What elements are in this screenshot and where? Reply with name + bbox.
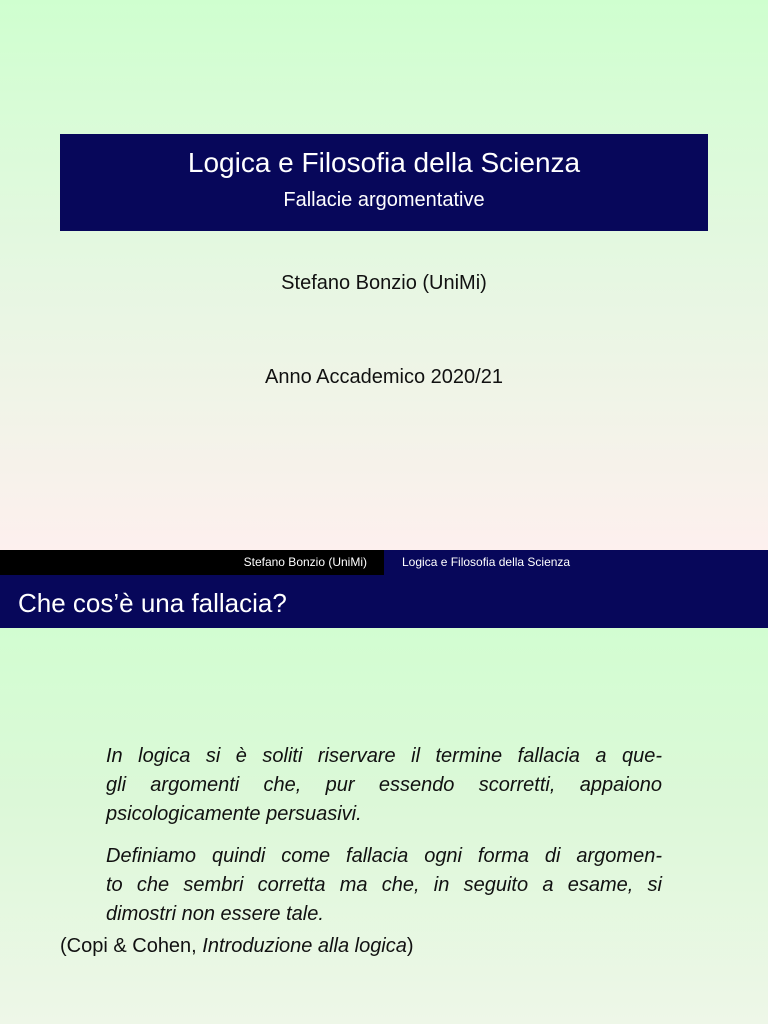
quote-paragraph-2 [106, 842, 662, 929]
footer-author: Stefano Bonzio (UniMi) [0, 550, 384, 575]
citation-open: (Copi & Cohen, [60, 935, 203, 957]
citation-close: ) [406, 935, 414, 957]
quote-line: In logica si è soliti riservare il termine fallacia a que- [106, 745, 662, 767]
presentation-subtitle: Fallacie argomentative [283, 189, 485, 211]
quote-line: dimostri non essere tale. [106, 903, 324, 925]
content-slide [0, 575, 768, 1024]
author-name: Stefano Bonzio (UniMi) [281, 272, 487, 294]
frame-title: Che cos’è una fallacia? [18, 588, 287, 618]
quote-line: to che sembri corretta ma che, in seguito a esame, si [106, 874, 662, 896]
quote-paragraph-1 [106, 742, 662, 829]
quote-line: psicologicamente persuasivi. [106, 803, 362, 825]
frame-title-bar [0, 575, 768, 628]
citation [60, 932, 414, 961]
title-block [60, 134, 708, 231]
quote-line: gli argomenti che, pur essendo scorretti, appaiono [106, 774, 662, 796]
citation-book-title: Introduzione alla logica [202, 935, 407, 957]
presentation-title: Logica e Filosofia della Scienza [187, 147, 581, 178]
footer-course-title: Logica e Filosofia della Scienza [384, 550, 768, 575]
quote-line: Definiamo quindi come fallacia ogni forma di argomen- [106, 845, 662, 867]
academic-year: Anno Accademico 2020/21 [265, 366, 503, 388]
slide-footer [0, 550, 768, 575]
